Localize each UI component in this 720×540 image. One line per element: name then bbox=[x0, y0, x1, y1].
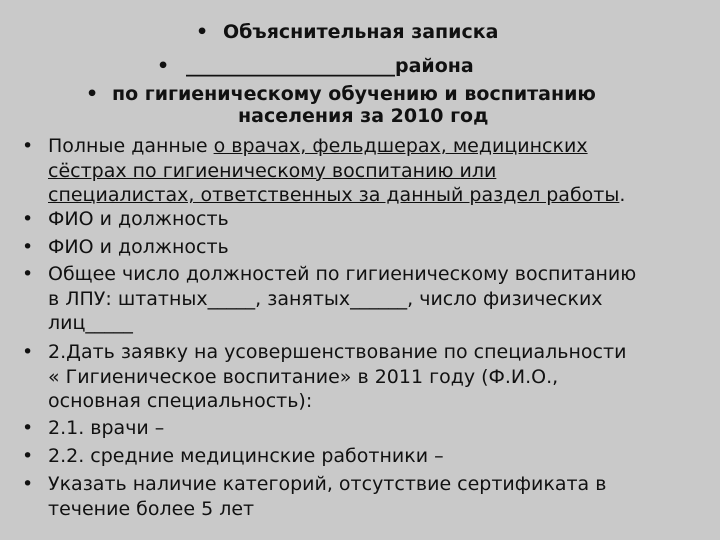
bullet: • bbox=[86, 83, 99, 105]
list-item-line bbox=[48, 159, 496, 183]
bullet: • bbox=[22, 341, 34, 363]
underlined-text: сёстрах по гигиеническому воспитанию или bbox=[48, 159, 497, 182]
list-item-line: Общее число должностей по гигиеническому воспитанию bbox=[48, 263, 637, 285]
header-subtitle: по гигиеническому обучению и воспитанию bbox=[112, 83, 596, 105]
bullet: • bbox=[157, 55, 170, 77]
list-item-line: специалистах, ответственных за данный раздел работы. bbox=[48, 184, 626, 207]
list-item-line: в ЛПУ: штатных_____, занятых______, число физических bbox=[48, 287, 603, 310]
underlined-text: о врачах, фельдшерах, медицинских bbox=[213, 135, 588, 157]
underlined-text: специалистах, ответственных за данный раздел работы bbox=[48, 184, 620, 207]
list-item-line: 2.2. средние медицинские работники – bbox=[48, 445, 444, 467]
header-title: Объяснительная записка bbox=[223, 21, 499, 43]
list-item-line: Указать наличие категорий, отсутствие сертификата в bbox=[48, 473, 607, 495]
header-subtitle-year: населения за 2010 год bbox=[238, 105, 489, 127]
bullet: • bbox=[22, 473, 34, 495]
list-item-line: ФИО и должность bbox=[48, 208, 229, 230]
bullet: • bbox=[22, 445, 34, 467]
bullet: • bbox=[196, 21, 209, 43]
bullet: • bbox=[22, 208, 34, 230]
list-item-line: 2.Дать заявку на усовершенствование по специальности bbox=[48, 341, 627, 363]
list-item-line: Полные данные о врачах, фельдшерах, медицинских bbox=[48, 135, 588, 157]
header-district: ______________________района bbox=[186, 55, 474, 77]
list-item-line: лиц_____ bbox=[48, 312, 133, 335]
list-item-line: основная специальность): bbox=[48, 390, 313, 413]
list-item-line: « Гигиеническое воспитание» в 2011 году (Ф.И.О., bbox=[48, 365, 559, 388]
bullet: • bbox=[22, 135, 34, 157]
list-item-line: ФИО и должность bbox=[48, 236, 229, 258]
bullet: • bbox=[22, 236, 34, 258]
bullet: • bbox=[22, 263, 34, 285]
bullet: • bbox=[22, 417, 34, 439]
list-item-line: 2.1. врачи – bbox=[48, 417, 165, 439]
list-item-line: течение более 5 лет bbox=[48, 497, 255, 520]
